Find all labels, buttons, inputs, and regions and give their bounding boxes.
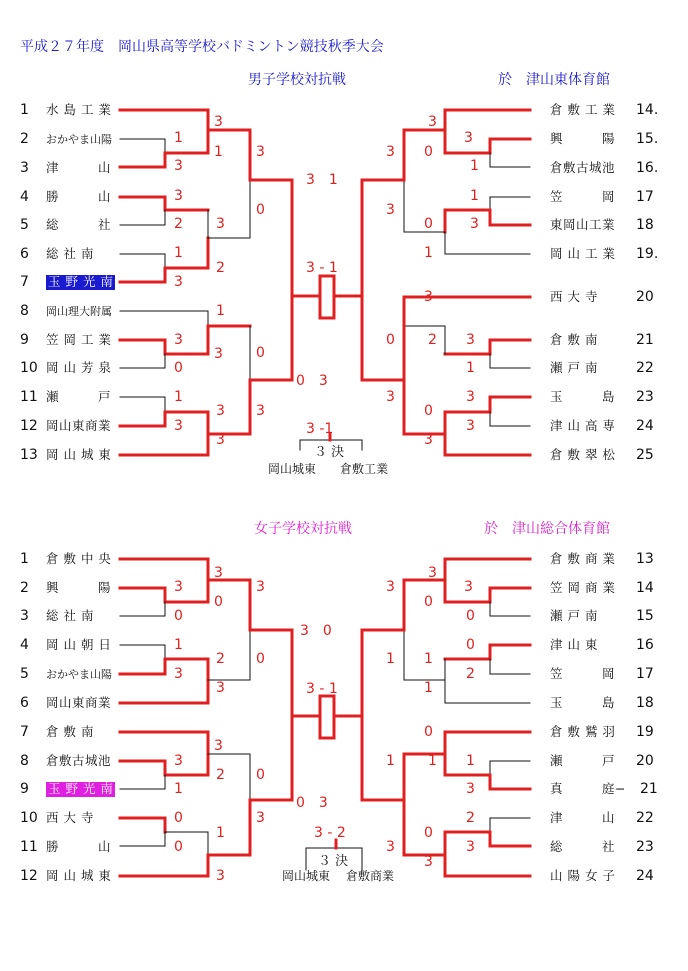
score: 3 [424, 432, 433, 448]
girls-left-num: 7 [20, 724, 29, 740]
boys-left-num: 8 [20, 303, 29, 319]
girls-right-num: 24 [636, 868, 654, 884]
score: 3 [464, 579, 473, 595]
third-score-girls: 3 - 2 [314, 825, 346, 841]
girls-left-num: 8 [20, 753, 29, 769]
boys-right-team: 瀬 戸 南 [550, 360, 598, 375]
score: 3 [386, 202, 395, 218]
boys-left-num: 12 [20, 418, 38, 434]
score: 1 [174, 130, 183, 146]
boys-left-team: 津 山 [46, 160, 112, 175]
semi-score-boys-bottom: 0 3 [296, 373, 328, 389]
boys-right-num: 22 [636, 360, 654, 376]
score: 1 [428, 753, 437, 769]
girls-right-team: 笠 岡 [550, 666, 616, 681]
score: 1 [174, 245, 183, 261]
boys-right-team: 東岡山工業 [550, 217, 616, 232]
boys-left-team: 総 社 南 [46, 246, 94, 261]
girls-left-team-highlight: 玉 野 光 南 [48, 781, 114, 796]
score: 2 [174, 216, 183, 232]
score: 3 [174, 753, 183, 769]
boys-heading: 男子学校対抗戦 [248, 72, 346, 88]
boys-right-num: 14. [636, 102, 659, 118]
girls-left-team: 総 社 南 [46, 608, 94, 623]
boys-left-team: 笠 岡 工 業 [46, 332, 112, 347]
boys-left-team: 岡 山 城 東 [46, 447, 112, 462]
score: 0 [174, 360, 183, 376]
girls-venue: 於 津山総合体育館 [484, 521, 610, 537]
boys-right-team: 倉 敷 翠 松 [550, 447, 616, 462]
score: 3 [174, 579, 183, 595]
boys-left-num: 6 [20, 246, 29, 262]
score: 2 [216, 651, 225, 667]
girls-left-num: 5 [20, 666, 29, 682]
girls-left-num: 1 [20, 551, 29, 567]
score: 3 [174, 188, 183, 204]
girls-right-team: 瀬 戸 [550, 753, 616, 768]
score: 3 [386, 579, 395, 595]
third-team-b-girls: 倉敷商業 [346, 869, 395, 883]
third-team-b-boys: 倉敷工業 [340, 462, 389, 476]
girls-left-team: 西 大 寺 [46, 810, 94, 825]
boys-left-num: 11 [20, 389, 38, 405]
boys-left-team: 岡山東商業 [46, 418, 112, 433]
score: 3 [470, 216, 479, 232]
girls-right-team: 真 庭− [550, 781, 626, 796]
score: 1 [466, 753, 475, 769]
score: 0 [424, 724, 433, 740]
page-title: 平成２７年度 岡山県高等学校バドミントン競技秋季大会 [20, 39, 384, 55]
score: 0 [424, 216, 433, 232]
score: 1 [424, 245, 433, 261]
score: 3 [214, 346, 223, 362]
score: 3 [174, 158, 183, 174]
girls-right-num: 14 [636, 580, 654, 596]
score: 2 [428, 332, 437, 348]
boys-right-num: 21 [636, 332, 654, 348]
score: 3 [214, 738, 223, 754]
boys-right-num: 24 [636, 418, 654, 434]
score: 0 [174, 810, 183, 826]
score: 1 [216, 303, 225, 319]
girls-right-num: 22 [636, 810, 654, 826]
boys-left-num: 1 [20, 102, 29, 118]
boys-left-team: 水 島 工 業 [46, 102, 112, 117]
score: 3 [216, 432, 225, 448]
score: 2 [216, 767, 225, 783]
semi-score-girls-top: 3 0 [300, 623, 332, 639]
score: 0 [466, 637, 475, 653]
score: 3 [466, 781, 475, 797]
boys-left-team: 総 社 [46, 217, 112, 232]
girls-right-team: 倉 敷 鷲 羽 [550, 724, 616, 739]
boys-left-team-highlight: 玉 野 光 南 [48, 274, 114, 289]
girls-left-team: 勝 山 [46, 839, 112, 854]
score: 1 [174, 781, 183, 797]
girls-left-num: 11 [20, 839, 38, 855]
girls-right-num: 17 [636, 666, 654, 682]
score: 3 [428, 565, 437, 581]
final-score-boys: 3 - 1 [306, 260, 338, 276]
score: 0 [424, 594, 433, 610]
score: 3 [386, 144, 395, 160]
boys-venue: 於 津山東体育館 [498, 72, 610, 88]
girls-left-team: 岡 山 朝 日 [46, 637, 112, 652]
girls-left-num: 6 [20, 695, 29, 711]
score: 3 [386, 389, 395, 405]
score: 3 [174, 332, 183, 348]
girls-left-team: 岡山東商業 [46, 695, 112, 710]
boys-right-team: 玉 島 [550, 389, 616, 404]
third-team-a-boys: 岡山城東 [268, 462, 317, 476]
girls-left-num: 9 [20, 781, 29, 797]
girls-right-num: 13 [636, 551, 654, 567]
third-label-girls: ３ 決 [318, 854, 349, 869]
score: 3 [256, 403, 265, 419]
score: 0 [256, 345, 265, 361]
girls-right-num: 20 [636, 753, 654, 769]
score: 2 [216, 260, 225, 276]
girls-right-team: 津 山 東 [550, 637, 598, 652]
score: 1 [174, 389, 183, 405]
boys-right-team: 倉 敷 南 [550, 332, 598, 347]
score: 2 [466, 666, 475, 682]
boys-right-team: 興 陽 [550, 131, 616, 146]
score: 0 [424, 403, 433, 419]
girls-left-team: 倉 敷 南 [46, 724, 94, 739]
boys-left-num: 3 [20, 160, 29, 176]
boys-right-num: 20 [636, 289, 654, 305]
score: 3 [256, 144, 265, 160]
girls-right-team: 津 山 [550, 810, 616, 825]
girls-left-team: 倉 敷 中 央 [46, 551, 112, 566]
boys-right-num: 17 [636, 189, 654, 205]
boys-left-num: 10 [20, 360, 38, 376]
score: 3 [214, 114, 223, 130]
third-score-boys: 3 -1 [306, 421, 334, 437]
boys-right-num: 16. [636, 160, 659, 176]
score: 3 [386, 839, 395, 855]
boys-left-num: 5 [20, 217, 29, 233]
score: 0 [386, 332, 395, 348]
score: 1 [424, 680, 433, 696]
boys-right-team: 倉敷古城池 [550, 160, 616, 175]
girls-right-team: 山 陽 女 子 [550, 868, 616, 883]
boys-right-num: 23 [636, 389, 654, 405]
third-team-a-girls: 岡山城東 [282, 869, 331, 883]
boys-right-num: 18 [636, 217, 654, 233]
girls-right-team: 瀬 戸 南 [550, 608, 598, 623]
semi-score-boys-top: 3 1 [306, 172, 338, 188]
score: 3 [174, 418, 183, 434]
score: 3 [466, 839, 475, 855]
score: 0 [256, 767, 265, 783]
score: 3 [216, 216, 225, 232]
boys-right-team: 笠 岡 [550, 189, 616, 204]
score: 1 [466, 360, 475, 376]
boys-right-team: 津 山 高 専 [550, 418, 616, 433]
boys-left-num: 2 [20, 131, 29, 147]
boys-right-team: 西 大 寺 [550, 289, 598, 304]
boys-left-num: 7 [20, 274, 29, 290]
score: 3 [466, 389, 475, 405]
score: 3 [466, 332, 475, 348]
boys-right-team: 倉 敷 工 業 [550, 102, 616, 117]
boys-right-num: 15. [636, 131, 659, 147]
boys-right-num: 25 [636, 447, 654, 463]
girls-right-num: 18 [636, 695, 654, 711]
boys-left-team: おかやま山陽 [46, 133, 112, 146]
score: 1 [174, 637, 183, 653]
girls-right-team: 倉 敷 商 業 [550, 551, 616, 566]
girls-right-num: 19 [636, 724, 654, 740]
score: 0 [256, 651, 265, 667]
girls-left-num: 12 [20, 868, 38, 884]
girls-left-team: 岡 山 城 東 [46, 868, 112, 883]
score: 1 [386, 651, 395, 667]
boys-left-team: 勝 山 [46, 189, 112, 204]
score: 3 [216, 868, 225, 884]
score: 0 [466, 608, 475, 624]
girls-heading: 女子学校対抗戦 [254, 521, 352, 537]
score: 3 [464, 130, 473, 146]
girls-right-num: 23 [636, 839, 654, 855]
score: 1 [470, 188, 479, 204]
girls-left-team: おかやま山陽 [46, 668, 112, 681]
girls-right-team: 玉 島 [550, 695, 616, 710]
score: 0 [256, 202, 265, 218]
score: 3 [256, 810, 265, 826]
score: 1 [470, 158, 479, 174]
score: 3 [428, 114, 437, 130]
girls-right-num: 15 [636, 608, 654, 624]
score: 3 [174, 666, 183, 682]
score: 3 [214, 565, 223, 581]
score: 0 [424, 144, 433, 160]
score: 3 [256, 579, 265, 595]
boys-left-team: 岡山理大附属 [46, 305, 112, 318]
score: 3 [216, 680, 225, 696]
girls-left-num: 2 [20, 580, 29, 596]
boys-left-num: 13 [20, 447, 38, 463]
girls-left-team: 倉敷古城池 [46, 753, 112, 768]
boys-left-team: 岡 山 芳 泉 [46, 360, 112, 375]
girls-right-team: 総 社 [550, 839, 616, 854]
score: 1 [386, 753, 395, 769]
score: 1 [424, 651, 433, 667]
boys-right-num: 19. [636, 246, 659, 262]
girls-left-num: 10 [20, 810, 38, 826]
boys-right-team: 岡 山 工 業 [550, 246, 616, 261]
score: 0 [214, 594, 223, 610]
score: 3 [424, 289, 433, 305]
boys-left-num: 9 [20, 332, 29, 348]
score: 1 [216, 825, 225, 841]
boys-left-team: 瀬 戸 [46, 389, 112, 404]
semi-score-girls-bottom: 0 3 [296, 795, 328, 811]
third-label-boys: ３ 決 [314, 445, 345, 460]
score: 3 [216, 403, 225, 419]
girls-right-team: 笠 岡 商 業 [550, 580, 616, 595]
girls-left-num: 4 [20, 637, 29, 653]
score: 0 [424, 825, 433, 841]
score: 3 [466, 418, 475, 434]
girls-left-num: 3 [20, 608, 29, 624]
score: 3 [424, 854, 433, 870]
score: 1 [214, 144, 223, 160]
girls-right-num: 16 [636, 637, 654, 653]
score: 0 [174, 839, 183, 855]
score: 3 [174, 274, 183, 290]
boys-left-num: 4 [20, 189, 29, 205]
final-score-girls: 3 - 1 [306, 681, 338, 697]
score: 2 [466, 810, 475, 826]
girls-right-num: 21 [640, 781, 658, 797]
girls-left-team: 興 陽 [46, 580, 112, 595]
score: 0 [174, 608, 183, 624]
